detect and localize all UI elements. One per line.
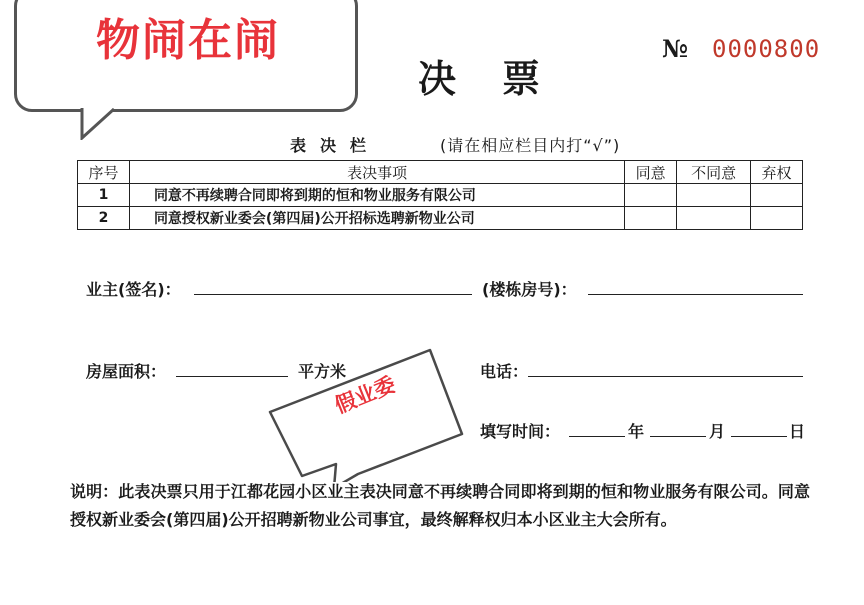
phone-label: 电话：: [480, 362, 529, 381]
header-abstain: 弃权: [751, 161, 803, 184]
day-line[interactable]: [731, 436, 787, 437]
speech-bubble-tail: [78, 108, 118, 140]
abstain-checkbox-cell[interactable]: [751, 207, 803, 230]
floor-area-unit: 平方米: [298, 362, 347, 381]
day-label: 日: [789, 422, 806, 441]
serial-number-label: №: [662, 34, 689, 63]
section-title: 表决栏: [290, 136, 381, 155]
table-header-row: [78, 161, 803, 184]
year-label: 年: [628, 422, 645, 441]
disagree-checkbox-cell[interactable]: [677, 207, 751, 230]
owner-signature-line[interactable]: [194, 294, 472, 295]
fake-committee-label: 假业委: [331, 372, 399, 418]
serial-number: 0000800: [712, 35, 821, 63]
abstain-checkbox-cell[interactable]: [751, 184, 803, 207]
month-label: 月: [709, 422, 726, 441]
room-number-line[interactable]: [588, 294, 803, 295]
owner-signature-label: 业主(签名)：: [86, 280, 181, 299]
table-row: [78, 184, 803, 207]
vote-table: [77, 160, 803, 230]
overlay-caption: 物闹在闹: [96, 15, 280, 66]
table-row: [78, 207, 803, 230]
section-instruction: (请在相应栏目内打“√”): [440, 136, 621, 155]
agree-checkbox-cell[interactable]: [625, 207, 677, 230]
disagree-checkbox-cell[interactable]: [677, 184, 751, 207]
header-item: 表决事项: [129, 161, 624, 184]
floor-area-label: 房屋面积：: [86, 362, 167, 381]
header-disagree: 不同意: [677, 161, 751, 184]
fill-date-label: 填写时间：: [480, 422, 561, 441]
document-title: 决票: [418, 56, 587, 101]
month-line[interactable]: [650, 436, 706, 437]
fake-committee-bubble: [268, 348, 464, 482]
row-no: 1: [78, 184, 130, 207]
room-number-label: (楼栋房号)：: [482, 280, 577, 299]
header-agree: 同意: [625, 161, 677, 184]
year-line[interactable]: [569, 436, 625, 437]
row-no: 2: [78, 207, 130, 230]
header-no: 序号: [78, 161, 130, 184]
phone-line[interactable]: [528, 376, 803, 377]
description-text: 说明：此表决票只用于江都花园小区业主表决同意不再续聘合同即将到期的恒和物业服务有限公司。同意授权新业委会(第四届)公开招聘新物业公司事宜，最终解释权归本小区业主大会所有。: [70, 482, 810, 529]
agree-checkbox-cell[interactable]: [625, 184, 677, 207]
row-item: 同意授权新业委会(第四届)公开招标选聘新物业公司: [129, 207, 624, 230]
row-item: 同意不再续聘合同即将到期的恒和物业服务有限公司: [129, 184, 624, 207]
